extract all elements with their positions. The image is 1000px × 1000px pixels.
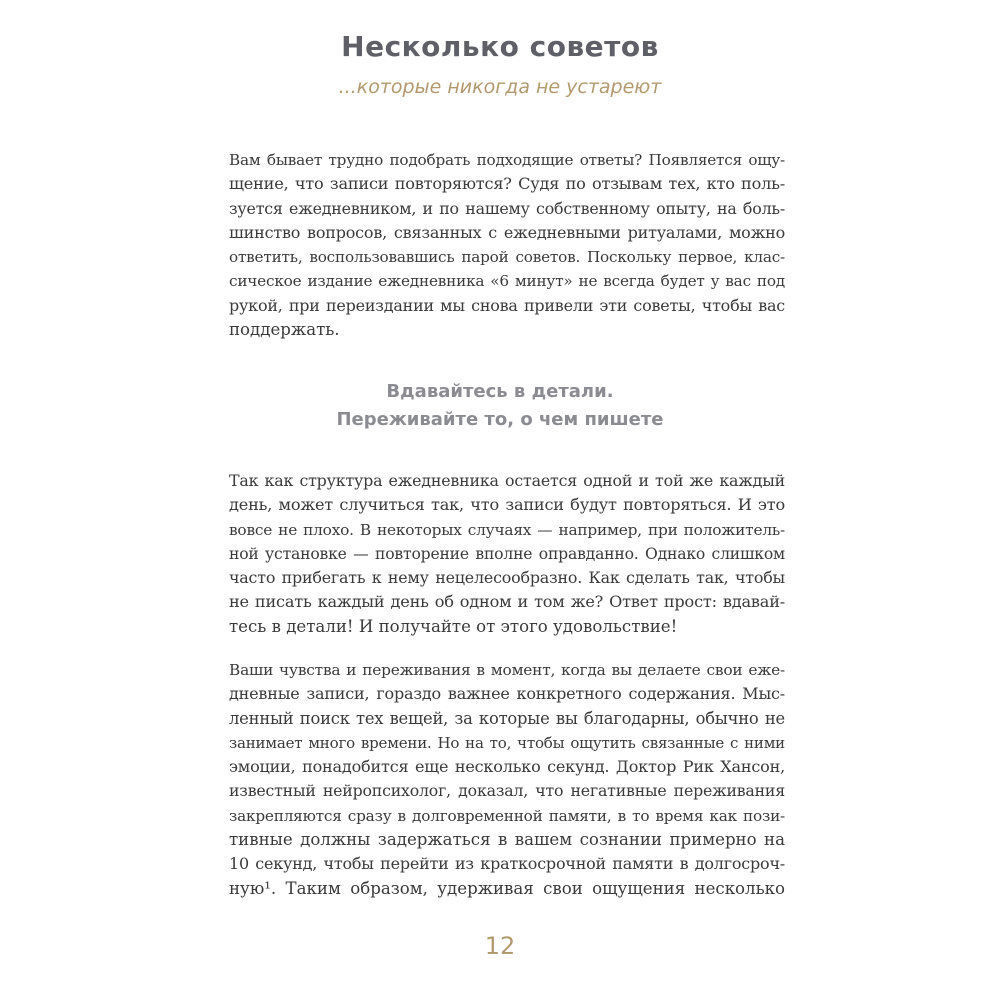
- text-line: Вам бывает трудно подобрать подходящие ответы? Появляется ощу-: [229, 151, 785, 169]
- text-line: тивные должны задержаться в вашем сознании примерно на: [229, 830, 785, 850]
- text-line: ную¹. Таким образом, удерживая свои ощущения несколько: [229, 878, 785, 898]
- text-line: Так как структура ежедневника остается одной и той же каждый: [229, 471, 785, 490]
- section-heading-line-2: Переживайте то, о чем пишете: [336, 409, 664, 430]
- page-subtitle: ...которые никогда не устареют: [338, 76, 662, 98]
- text-line: ленный поиск тех вещей, за которые вы благодарны, обычно не: [229, 708, 785, 728]
- paragraph-intro: [229, 148, 785, 342]
- page-number: 12: [484, 932, 516, 960]
- text-line: 10 секунд, чтобы перейти из краткосрочной памяти в долгосроч-: [229, 854, 785, 874]
- paragraph-details: [229, 469, 785, 639]
- text-line: зуется ежедневником, и по нашему собственному опыту, на боль-: [229, 198, 785, 218]
- text-line: вовсе не плохо. В некоторых случаях — например, при положитель-: [229, 520, 785, 539]
- text-line: шинство вопросов, связанных с ежедневными ритуалами, можно: [229, 222, 785, 242]
- text-line: Ваши чувства и переживания в момент, когда вы делаете свои еже-: [229, 661, 785, 679]
- page-title: Несколько советов: [341, 30, 659, 63]
- text-line: не писать каждый день об одном и том же? Ответ прост: вдавай-: [229, 592, 785, 612]
- text-line: рукой, при переиздании мы снова привели эти советы, чтобы вас: [229, 295, 785, 315]
- text-line: дневные записи, гораздо важнее конкретного содержания. Мыс-: [229, 684, 785, 704]
- text-line: ответить, воспользовавшись парой советов. Поскольку первое, клас-: [229, 248, 785, 267]
- text-line: известный нейропсихолог, доказал, что негативные переживания: [229, 781, 785, 801]
- section-heading-line-1: Вдавайтесь в детали.: [386, 381, 614, 402]
- text-line: сическое издание ежедневника «6 минут» не всегда будет у вас под: [229, 272, 785, 291]
- text-line: тесь в детали! И получайте от этого удовольствие!: [229, 616, 678, 636]
- text-line: эмоции, понадобится еще несколько секунд. Доктор Рик Хансон,: [229, 757, 785, 777]
- text-line: день, может случиться так, что записи будут повторяться. И это: [229, 495, 785, 515]
- text-line: щение, что записи повторяются? Судя по отзывам тех, кто поль-: [229, 174, 785, 194]
- paragraph-feelings: [229, 658, 785, 901]
- text-line: закрепляются сразу в долговременной памяти, в то время как пози-: [229, 806, 785, 825]
- text-line: занимает много времени. Но на то, чтобы ощутить связанные с ними: [229, 733, 785, 752]
- text-line: ной установке — повторение вполне оправданно. Однако слишком: [229, 544, 785, 563]
- text-line: поддержать.: [229, 320, 340, 340]
- text-line: часто прибегать к нему нецелесообразно. Как сделать так, чтобы: [229, 568, 785, 588]
